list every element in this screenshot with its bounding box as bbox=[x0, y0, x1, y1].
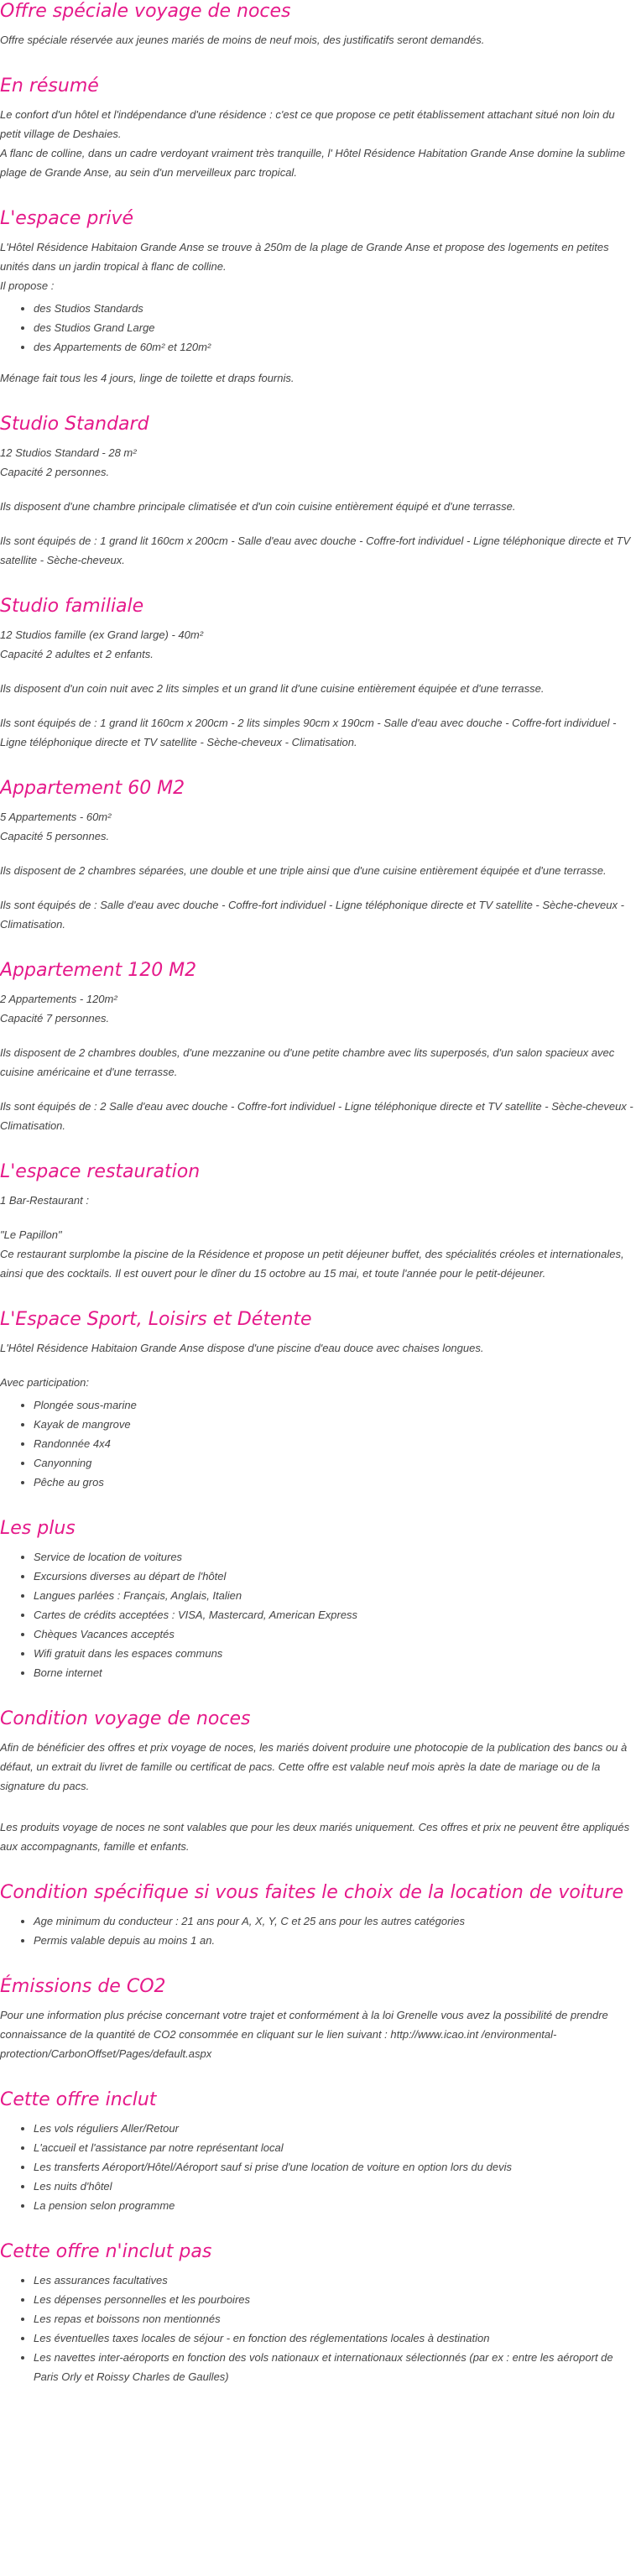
list-item: • Pêche au gros bbox=[34, 1473, 636, 1492]
plus-list bbox=[0, 1547, 636, 1682]
summary-line-2: A flanc de colline, dans un cadre verdoyant vraiment très tranquille, l' Hôtel Résidence Habitation Grande Anse domine la sublime plage de Grande Anse, au sein d'un merveilleux parc tropical. bbox=[0, 147, 626, 179]
private-footer: Ménage fait tous les 4 jours, linge de toilette et draps fournis. bbox=[0, 372, 295, 384]
apt120-section bbox=[0, 959, 636, 1135]
list-item: • des Studios Standards bbox=[34, 299, 636, 318]
included-section bbox=[0, 2088, 636, 2215]
car-list bbox=[0, 1911, 636, 1950]
co2-title: Émissions de CO2 bbox=[0, 1976, 166, 1997]
list-item: • Kayak de mangrove bbox=[34, 1415, 636, 1434]
apt120-count: 2 Appartements - 120m² bbox=[0, 993, 117, 1005]
studio-standard-title: Studio Standard bbox=[0, 414, 149, 435]
intro-title: Offre spéciale voyage de noces bbox=[0, 1, 291, 22]
list-item: • des Appartements de 60m² et 120m² bbox=[34, 337, 636, 357]
condition-section bbox=[0, 1708, 636, 1856]
studio-family-title: Studio familiale bbox=[0, 596, 144, 617]
car-section bbox=[0, 1881, 636, 1950]
list-item: • Age minimum du conducteur : 21 ans pour A, X, Y, C et 25 ans pour les autres catégories bbox=[34, 1911, 636, 1931]
restaurant-title: L'espace restauration bbox=[0, 1161, 201, 1182]
condition-title: Condition voyage de noces bbox=[0, 1708, 251, 1729]
private-title: L'espace privé bbox=[0, 208, 134, 229]
excluded-section bbox=[0, 2240, 636, 2386]
list-item: • Les assurances facultatives bbox=[34, 2271, 636, 2290]
list-item: • Permis valable depuis au moins 1 an. bbox=[34, 1931, 636, 1950]
intro-text: Offre spéciale réservée aux jeunes mariés de moins de neuf mois, des justificatifs seront demandés. bbox=[0, 34, 485, 46]
apt60-title: Appartement 60 M2 bbox=[0, 778, 185, 799]
private-line-1: L'Hôtel Résidence Habitaion Grande Anse se trouve à 250m de la plage de Grande Anse et propose des logements en petites unités dans un jardin tropical à flanc de colline. bbox=[0, 241, 609, 273]
restaurant-section bbox=[0, 1160, 636, 1283]
apt120-desc: Ils disposent de 2 chambres doubles, d'une mezzanine ou d'une petite chambre avec lits superposés, d'un salon spacieux avec cuisine américaine et d'une terrasse. bbox=[0, 1046, 615, 1078]
apt120-title: Appartement 120 M2 bbox=[0, 960, 197, 981]
list-item: • Service de location de voitures bbox=[34, 1547, 636, 1567]
studio-standard-desc: Ils disposent d'une chambre principale climatisée et d'un coin cuisine entièrement équipé et d'une terrasse. bbox=[0, 500, 516, 513]
list-item: • des Studios Grand Large bbox=[34, 318, 636, 337]
included-list bbox=[0, 2119, 636, 2215]
apt60-equip: Ils sont équipés de : Salle d'eau avec douche - Coffre-fort individuel - Ligne téléphonique directe et TV satellite - Sèche-cheveux - Climatisation. bbox=[0, 899, 624, 931]
studio-family-section bbox=[0, 595, 636, 752]
studio-family-equip: Ils sont équipés de : 1 grand lit 160cm x 200cm - 2 lits simples 90cm x 190cm - Salle d'eau avec douche - Coffre-fort individuel - Ligne téléphonique directe et TV satellite - Sèche-cheveux - Climatisation. bbox=[0, 717, 617, 748]
sport-list bbox=[0, 1395, 636, 1492]
studio-standard-capacity: Capacité 2 personnes. bbox=[0, 466, 110, 478]
list-item: • Les éventuelles taxes locales de séjour - en fonction des réglementations locales à destination bbox=[34, 2328, 636, 2348]
apt120-equip: Ils sont équipés de : 2 Salle d'eau avec douche - Coffre-fort individuel - Ligne téléphonique directe et TV satellite - Sèche-cheveux - Climatisation. bbox=[0, 1100, 633, 1132]
apt60-section bbox=[0, 777, 636, 934]
co2-text: Pour une information plus précise concernant votre trajet et conformément à la loi Grenelle vous avez la possibilité de prendre connaissance de la quantité de CO2 consommée en cliquant sur le lien suivant : http://www.icao.int /environmental-protection/CarbonOffset/Pages/default.aspx bbox=[0, 2009, 608, 2060]
list-item: • Cartes de crédits acceptées : VISA, Mastercard, American Express bbox=[34, 1605, 636, 1624]
sport-section bbox=[0, 1308, 636, 1492]
private-list bbox=[0, 299, 636, 357]
co2-section bbox=[0, 1975, 636, 2063]
studio-standard-count: 12 Studios Standard - 28 m² bbox=[0, 446, 137, 459]
summary-line-1: Le confort d'un hôtel et l'indépendance d'une résidence : c'est ce que propose ce petit établissement attachant situé non loin du petit village de Deshaies. bbox=[0, 108, 615, 140]
list-item: • Randonnée 4x4 bbox=[34, 1434, 636, 1453]
apt60-desc: Ils disposent de 2 chambres séparées, une double et une triple ainsi que d'une cuisine entièrement équipée et d'une terrasse. bbox=[0, 864, 607, 877]
excluded-title: Cette offre n'inclut pas bbox=[0, 2241, 212, 2262]
condition-p2: Les produits voyage de noces ne sont valables que pour les deux mariés uniquement. Ces offres et prix ne peuvent être appliqués aux accompagnants, famille et enfants. bbox=[0, 1821, 630, 1853]
apt60-count: 5 Appartements - 60m² bbox=[0, 811, 112, 823]
intro-section bbox=[0, 0, 636, 50]
restaurant-name: "Le Papillon" bbox=[0, 1228, 62, 1241]
list-item: • L'accueil et l'assistance par notre représentant local bbox=[34, 2138, 636, 2157]
list-item: • Borne internet bbox=[34, 1663, 636, 1682]
summary-section bbox=[0, 75, 636, 182]
studio-standard-equip: Ils sont équipés de : 1 grand lit 160cm x 200cm - Salle d'eau avec douche - Coffre-fort individuel - Ligne téléphonique directe et TV satellite - Sèche-cheveux. bbox=[0, 534, 631, 566]
sport-title: L'Espace Sport, Loisirs et Détente bbox=[0, 1309, 312, 1330]
included-title: Cette offre inclut bbox=[0, 2089, 157, 2110]
list-item: • Canyonning bbox=[34, 1453, 636, 1473]
list-item: • Les nuits d'hôtel bbox=[34, 2177, 636, 2196]
studio-family-count: 12 Studios famille (ex Grand large) - 40m² bbox=[0, 628, 204, 641]
plus-title: Les plus bbox=[0, 1518, 76, 1539]
private-section bbox=[0, 207, 636, 388]
studio-family-capacity: Capacité 2 adultes et 2 enfants. bbox=[0, 648, 154, 660]
apt120-capacity: Capacité 7 personnes. bbox=[0, 1012, 110, 1025]
list-item: • Les vols réguliers Aller/Retour bbox=[34, 2119, 636, 2138]
list-item: • Les navettes inter-aéroports en fonction des vols nationaux et internationaux sélectionnés (par ex : entre les aéroport de Paris Orly et Roissy Charles de Gaulles) bbox=[34, 2348, 636, 2386]
list-item: • La pension selon programme bbox=[34, 2196, 636, 2215]
list-item: • Plongée sous-marine bbox=[34, 1395, 636, 1415]
list-item: • Excursions diverses au départ de l'hôtel bbox=[34, 1567, 636, 1586]
sport-line-1: L'Hôtel Résidence Habitaion Grande Anse dispose d'une piscine d'eau douce avec chaises longues. bbox=[0, 1342, 484, 1354]
list-item: • Les dépenses personnelles et les pourboires bbox=[34, 2290, 636, 2309]
studio-standard-section bbox=[0, 413, 636, 570]
sport-line-2: Avec participation: bbox=[0, 1376, 89, 1389]
plus-section bbox=[0, 1517, 636, 1682]
restaurant-line-1: 1 Bar-Restaurant : bbox=[0, 1194, 89, 1207]
excluded-list bbox=[0, 2271, 636, 2386]
car-title: Condition spécifique si vous faites le choix de la location de voiture bbox=[0, 1882, 624, 1903]
condition-p1: Afin de bénéficier des offres et prix voyage de noces, les mariés doivent produire une photocopie de la publication des bancs ou à défaut, un extrait du livret de famille ou certificat de pacs. Cette offre est valable neuf mois après la date de mariage ou de la signature du pacs. bbox=[0, 1741, 628, 1792]
list-item: • Les transferts Aéroport/Hôtel/Aéroport sauf si prise d'une location de voiture en option lors du devis bbox=[34, 2157, 636, 2177]
list-item: • Les repas et boissons non mentionnés bbox=[34, 2309, 636, 2328]
restaurant-desc: Ce restaurant surplombe la piscine de la Résidence et propose un petit déjeuner buffet, des spécialités créoles et internationales, ainsi que des cocktails. Il est ouvert pour le dîner du 15 octobre au 15 mai, et toute l'année pour le petit-déjeuner. bbox=[0, 1248, 624, 1280]
studio-family-desc: Ils disposent d'un coin nuit avec 2 lits simples et un grand lit d'une cuisine entièrement équipée et d'une terrasse. bbox=[0, 682, 545, 695]
list-item: • Wifi gratuit dans les espaces communs bbox=[34, 1644, 636, 1663]
list-item: • Chèques Vacances acceptés bbox=[34, 1624, 636, 1644]
list-item: • Langues parlées : Français, Anglais, Italien bbox=[34, 1586, 636, 1605]
private-line-2: Il propose : bbox=[0, 279, 55, 292]
summary-title: En résumé bbox=[0, 76, 99, 96]
apt60-capacity: Capacité 5 personnes. bbox=[0, 830, 110, 842]
